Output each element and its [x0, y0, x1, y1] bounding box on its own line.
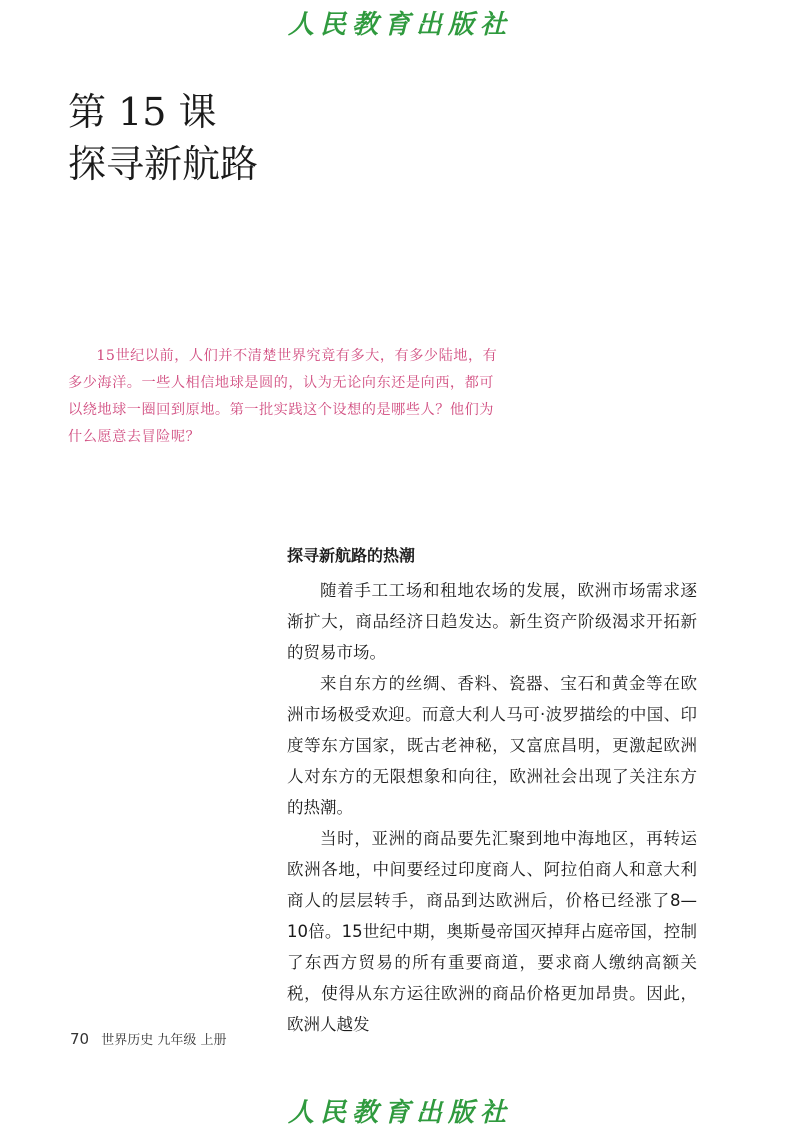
publisher-logo-bottom: 人民教育出版社	[287, 1098, 512, 1128]
page-footer	[70, 1029, 227, 1048]
book-title: 世界历史 九年级 上册	[101, 1033, 227, 1048]
publisher-logo-top: 人民教育出版社	[287, 10, 512, 40]
lesson-intro: 15世纪以前，人们并不清楚世界究竟有多大，有多少陆地，有多少海洋。一些人相信地球是圆的，认为无论向东还是向西，都可以绕地球一圈回到原地。第一批实践这个设想的是哪些人？他们为什么愿意去冒险呢？	[68, 348, 498, 445]
lesson-title	[68, 86, 258, 190]
body-paragraph: 当时，亚洲的商品要先汇聚到地中海地区，再转运欧洲各地，中间要经过印度商人、阿拉伯商人和意大利商人的层层转手，商品到达欧洲后，价格已经涨了8—10倍。15世纪中期，奥斯曼帝国灭掉拜占庭帝国，控制了东西方贸易的所有重要商道，要求商人缴纳高额关税，使得从东方运往欧洲的商品价格更加昂贵。因此，欧洲人越发	[287, 829, 697, 1034]
section-heading: 探寻新航路的热潮	[287, 546, 416, 565]
page-number: 70	[70, 1030, 90, 1048]
lesson-name: 探寻新航路	[68, 142, 259, 186]
section-new-routes-craze	[287, 543, 697, 1040]
body-paragraph: 随着手工工场和租地农场的发展，欧洲市场需求逐渐扩大，商品经济日趋发达。新生资产阶级渴求开拓新的贸易市场。	[287, 581, 697, 662]
body-paragraph: 来自东方的丝绸、香料、瓷器、宝石和黄金等在欧洲市场极受欢迎。而意大利人马可·波罗描绘的中国、印度等东方国家，既古老神秘，又富庶昌明，更激起欧洲人对东方的无限想象和向往，欧洲社会出现了关注东方的热潮。	[287, 674, 697, 817]
lesson-number: 第 15 课	[68, 90, 217, 134]
